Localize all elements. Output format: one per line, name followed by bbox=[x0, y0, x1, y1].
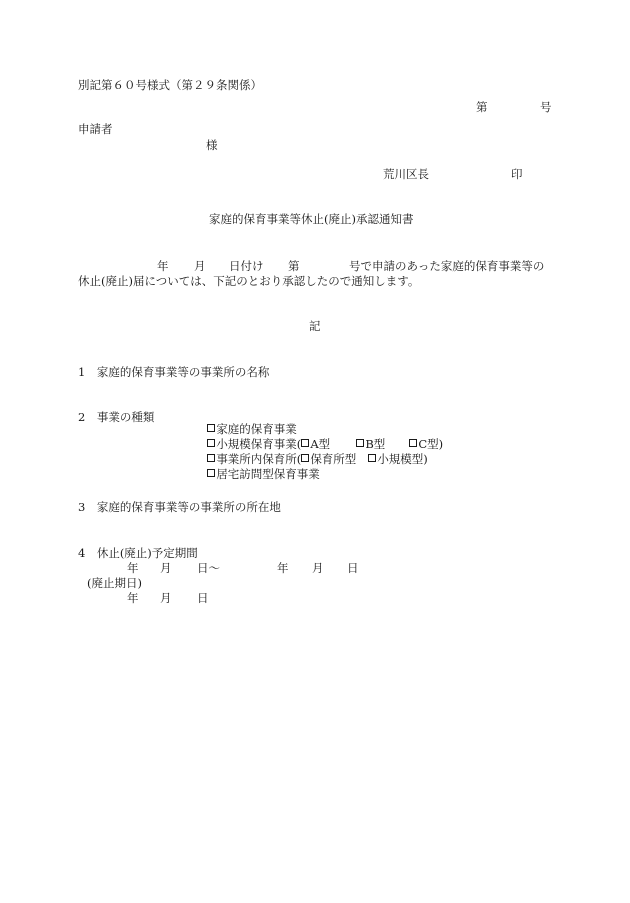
period-start-year: 年 bbox=[127, 561, 139, 575]
option-label: 小規模型) bbox=[377, 451, 428, 466]
body-month: 月 bbox=[194, 259, 206, 273]
option-jigyoshonai-shokibo bbox=[361, 442, 428, 465]
form-reference: 別記第６０号様式（第２９条関係） bbox=[78, 78, 262, 92]
item-4: 4 休止(廃止)予定期間 bbox=[78, 546, 198, 560]
seal-mark: 印 bbox=[511, 167, 523, 181]
ki-heading: 記 bbox=[309, 319, 321, 333]
number-dai: 第 bbox=[476, 100, 488, 114]
haishi-label: (廃止期日) bbox=[87, 576, 142, 590]
document-title: 家庭的保育事業等休止(廃止)承認通知書 bbox=[209, 212, 414, 226]
option-label: 家庭的保育事業 bbox=[216, 421, 297, 436]
option-label: 居宅訪問型保育事業 bbox=[216, 466, 320, 481]
haishi-year: 年 bbox=[127, 591, 139, 605]
option-label: 保育所型 bbox=[310, 451, 357, 466]
option-label: 事業所内保育所( bbox=[216, 451, 302, 466]
body-line2: 休止(廃止)届については、下記のとおり承認したので通知します。 bbox=[78, 274, 420, 288]
issuer-name: 荒川区長 bbox=[383, 167, 429, 181]
option-label: A型 bbox=[310, 436, 331, 451]
item-2-label: 2 事業の種類 bbox=[78, 410, 155, 424]
body-year: 年 bbox=[157, 259, 169, 273]
number-go: 号 bbox=[540, 100, 552, 114]
body-dai: 第 bbox=[288, 259, 300, 273]
item-1: 1 家庭的保育事業等の事業所の名称 bbox=[78, 365, 270, 379]
period-start-day: 日～ bbox=[197, 561, 220, 575]
option-kyotaku bbox=[200, 457, 320, 480]
item-3: 3 家庭的保育事業等の事業所の所在地 bbox=[78, 500, 281, 514]
body-line1-rest: 号で申請のあった家庭的保育事業等の bbox=[349, 259, 545, 273]
haishi-day: 日 bbox=[197, 591, 209, 605]
body-date-suffix: 日付け bbox=[229, 259, 264, 273]
option-label: C型) bbox=[418, 436, 444, 451]
period-end-year: 年 bbox=[277, 561, 289, 575]
applicant-label: 申請者 bbox=[78, 122, 113, 136]
applicant-honorific: 様 bbox=[206, 138, 218, 152]
haishi-month: 月 bbox=[160, 591, 172, 605]
option-label: B型 bbox=[365, 436, 386, 451]
period-end-month: 月 bbox=[312, 561, 324, 575]
checkbox[interactable] bbox=[368, 454, 376, 462]
option-label: 小規模保育事業( bbox=[216, 436, 302, 451]
checkbox[interactable] bbox=[207, 469, 215, 477]
period-end-day: 日 bbox=[347, 561, 359, 575]
period-start-month: 月 bbox=[160, 561, 172, 575]
